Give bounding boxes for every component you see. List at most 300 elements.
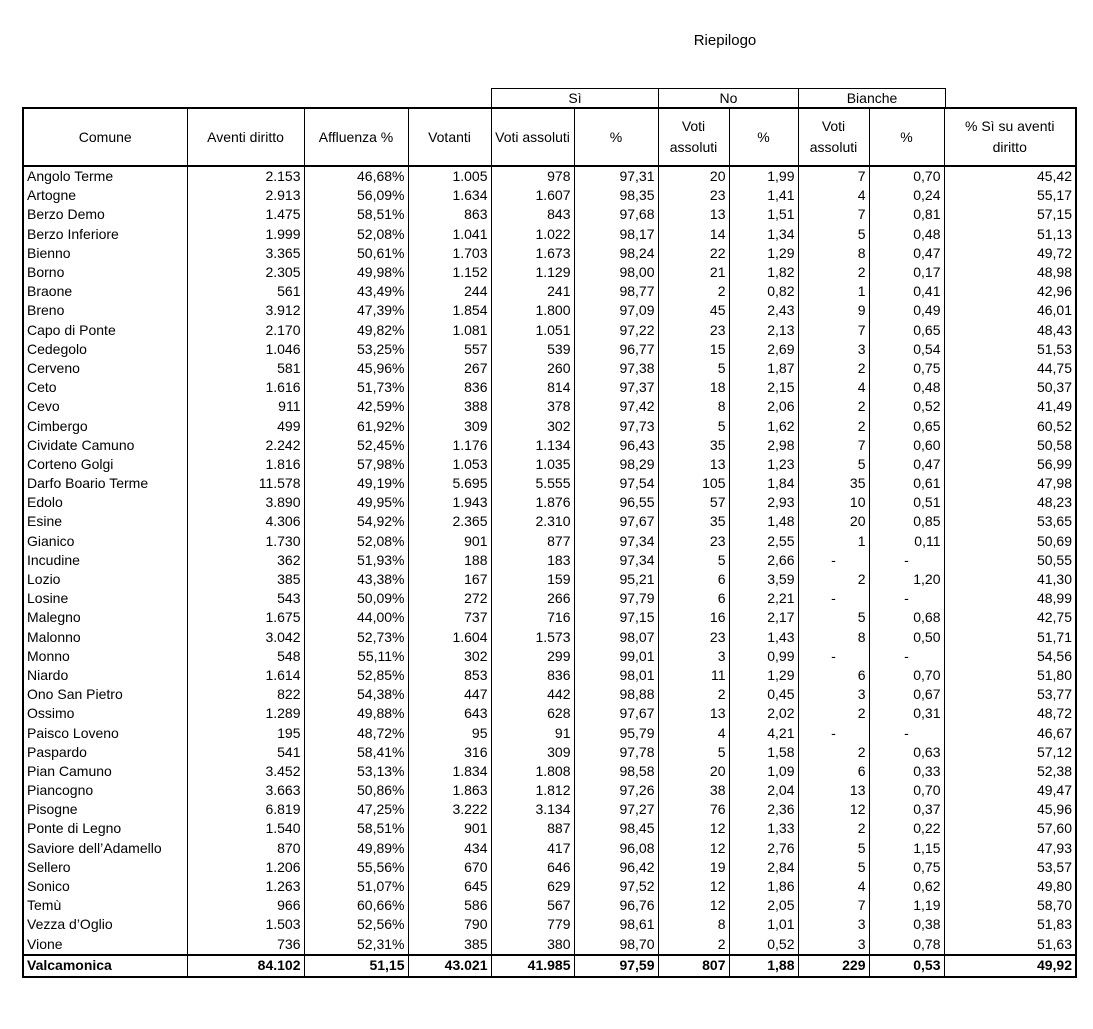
table-cell: 20 [658, 166, 729, 186]
comune-cell: Berzo Inferiore [23, 225, 187, 244]
table-cell: 5 [658, 416, 729, 435]
results-table [22, 107, 1077, 978]
table-cell: 643 [408, 704, 491, 723]
table-cell: 48,72% [304, 723, 408, 742]
table-cell: 2,69 [729, 340, 798, 359]
table-cell: 1.503 [187, 915, 304, 934]
table-cell: 105 [658, 474, 729, 493]
table-cell: 3.134 [491, 800, 574, 819]
table-cell: 1,29 [729, 666, 798, 685]
table-cell: - [798, 589, 869, 608]
table-cell: 51,93% [304, 551, 408, 570]
table-cell: 97,68 [574, 205, 658, 224]
table-cell: 159 [491, 570, 574, 589]
table-cell: 0,52 [869, 397, 944, 416]
table-cell: 836 [491, 666, 574, 685]
table-cell: 0,62 [869, 877, 944, 896]
table-cell: 98,77 [574, 282, 658, 301]
table-cell: 1.573 [491, 628, 574, 647]
table-cell: 95,79 [574, 723, 658, 742]
table-cell: 97,73 [574, 416, 658, 435]
table-cell: 1,15 [869, 839, 944, 858]
table-cell: 23 [658, 186, 729, 205]
table-cell: 1.041 [408, 225, 491, 244]
table-cell: 0,41 [869, 282, 944, 301]
column-header: Affluenza % [304, 108, 408, 166]
table-cell: 5 [798, 858, 869, 877]
table-cell: 96,76 [574, 896, 658, 915]
table-cell: 98,07 [574, 628, 658, 647]
table-cell: 195 [187, 723, 304, 742]
table-cell: 3.042 [187, 628, 304, 647]
table-cell: 43,49% [304, 282, 408, 301]
comune-cell: Borno [23, 263, 187, 282]
table-cell: 6 [798, 666, 869, 685]
table-cell: 8 [798, 244, 869, 263]
table-cell: 11.578 [187, 474, 304, 493]
table-cell: 1.081 [408, 321, 491, 340]
table-cell: 8 [658, 397, 729, 416]
table-cell: 1,84 [729, 474, 798, 493]
comune-cell: Bienno [23, 244, 187, 263]
comune-cell: Malegno [23, 608, 187, 627]
table-cell: 1.876 [491, 493, 574, 512]
table-cell: 58,51% [304, 819, 408, 838]
comune-cell: Sellero [23, 858, 187, 877]
table-cell: 4 [798, 378, 869, 397]
table-row [23, 915, 1076, 934]
table-cell: 52,45% [304, 436, 408, 455]
table-cell: 8 [658, 915, 729, 934]
table-cell: 2 [798, 359, 869, 378]
table-row [23, 340, 1076, 359]
table-cell: 3.890 [187, 493, 304, 512]
table-cell: 3,59 [729, 570, 798, 589]
table-cell: 1.673 [491, 244, 574, 263]
table-row [23, 570, 1076, 589]
table-cell: 1.134 [491, 436, 574, 455]
table-cell: 98,88 [574, 685, 658, 704]
table-cell: 3.452 [187, 762, 304, 781]
table-cell: 51,83 [944, 915, 1076, 934]
table-row [23, 896, 1076, 915]
comune-cell: Saviore dell’Adamello [23, 839, 187, 858]
table-cell: 0,99 [729, 647, 798, 666]
table-cell: 2,55 [729, 532, 798, 551]
table-cell: 1 [798, 532, 869, 551]
table-cell: 46,68% [304, 166, 408, 186]
table-cell: 0,85 [869, 512, 944, 531]
total-cell: 0,53 [869, 955, 944, 977]
table-cell: 1.129 [491, 263, 574, 282]
comune-cell: Corteno Golgi [23, 455, 187, 474]
table-cell: 1.475 [187, 205, 304, 224]
comune-cell: Artogne [23, 186, 187, 205]
table-cell: 52,08% [304, 225, 408, 244]
table-cell: 50,09% [304, 589, 408, 608]
table-cell: 7 [798, 166, 869, 186]
table-cell: 49,89% [304, 839, 408, 858]
table-cell: 1,29 [729, 244, 798, 263]
table-cell: 1.053 [408, 455, 491, 474]
table-cell: 49,72 [944, 244, 1076, 263]
table-cell: 1.035 [491, 455, 574, 474]
table-cell: 1.816 [187, 455, 304, 474]
table-cell: 1.005 [408, 166, 491, 186]
table-cell: 2 [798, 263, 869, 282]
table-cell: 1,41 [729, 186, 798, 205]
table-row [23, 416, 1076, 435]
total-cell: 97,59 [574, 955, 658, 977]
table-cell: 49,88% [304, 704, 408, 723]
table-cell: 12 [658, 896, 729, 915]
table-cell: 9 [798, 301, 869, 320]
table-cell: 1.800 [491, 301, 574, 320]
comune-cell: Ossimo [23, 704, 187, 723]
table-cell: 543 [187, 589, 304, 608]
total-cell: 229 [798, 955, 869, 977]
table-cell: 2,02 [729, 704, 798, 723]
table-cell: 48,99 [944, 589, 1076, 608]
table-cell: 96,43 [574, 436, 658, 455]
table-cell: 628 [491, 704, 574, 723]
table-cell: 2,04 [729, 781, 798, 800]
table-cell: 48,72 [944, 704, 1076, 723]
table-cell: 96,55 [574, 493, 658, 512]
table-cell: 50,37 [944, 378, 1076, 397]
table-cell: 46,01 [944, 301, 1076, 320]
table-cell: 7 [798, 321, 869, 340]
table-cell: 57,15 [944, 205, 1076, 224]
table-row [23, 858, 1076, 877]
table-cell: 1,62 [729, 416, 798, 435]
table-cell: 1.022 [491, 225, 574, 244]
comune-cell: Cevo [23, 397, 187, 416]
table-cell: 56,99 [944, 455, 1076, 474]
table-cell: 97,78 [574, 743, 658, 762]
table-cell: 54,38% [304, 685, 408, 704]
table-cell: 0,48 [869, 378, 944, 397]
table-cell: 97,34 [574, 532, 658, 551]
comune-cell: Cerveno [23, 359, 187, 378]
table-cell: 47,93 [944, 839, 1076, 858]
comune-cell: Braone [23, 282, 187, 301]
table-header-row [23, 108, 1076, 166]
table-cell: 1.863 [408, 781, 491, 800]
table-cell: 2,98 [729, 436, 798, 455]
table-cell: 12 [658, 877, 729, 896]
table-cell: 42,75 [944, 608, 1076, 627]
table-cell: 1.289 [187, 704, 304, 723]
table-cell: 0,24 [869, 186, 944, 205]
table-cell: 1.051 [491, 321, 574, 340]
comune-cell: Cividate Camuno [23, 436, 187, 455]
table-cell: 5 [658, 551, 729, 570]
table-cell: 0,68 [869, 608, 944, 627]
table-cell: 3 [798, 915, 869, 934]
table-cell: 548 [187, 647, 304, 666]
table-cell: 3.912 [187, 301, 304, 320]
table-cell: 35 [798, 474, 869, 493]
column-header: Comune [23, 108, 187, 166]
table-cell: 870 [187, 839, 304, 858]
comune-cell: Pisogne [23, 800, 187, 819]
table-cell: 5 [798, 839, 869, 858]
table-cell: 54,92% [304, 512, 408, 531]
table-cell: 0,65 [869, 321, 944, 340]
table-cell: 1,48 [729, 512, 798, 531]
table-cell: 51,71 [944, 628, 1076, 647]
table-cell: 0,45 [729, 685, 798, 704]
table-cell: 2 [798, 397, 869, 416]
column-header: % [574, 108, 658, 166]
table-cell: 2 [798, 743, 869, 762]
table-cell: 2,05 [729, 896, 798, 915]
table-cell: 167 [408, 570, 491, 589]
table-body [23, 166, 1076, 955]
table-cell: 541 [187, 743, 304, 762]
comune-cell: Monno [23, 647, 187, 666]
table-row [23, 436, 1076, 455]
table-cell: 51,80 [944, 666, 1076, 685]
table-cell: 244 [408, 282, 491, 301]
table-cell: 814 [491, 378, 574, 397]
table-cell: 1.616 [187, 378, 304, 397]
table-row [23, 455, 1076, 474]
table-row [23, 781, 1076, 800]
table-cell: 646 [491, 858, 574, 877]
table-cell: 447 [408, 685, 491, 704]
table-cell: 97,15 [574, 608, 658, 627]
table-cell: 0,65 [869, 416, 944, 435]
table-cell: 20 [658, 762, 729, 781]
table-cell: 3 [798, 340, 869, 359]
table-cell: 267 [408, 359, 491, 378]
comune-cell: Sonico [23, 877, 187, 896]
table-cell: - [869, 723, 944, 742]
table-cell: 1.540 [187, 819, 304, 838]
table-cell: 51,73% [304, 378, 408, 397]
table-cell: 853 [408, 666, 491, 685]
comune-cell: Cedegolo [23, 340, 187, 359]
table-cell: 557 [408, 340, 491, 359]
table-cell: 0,33 [869, 762, 944, 781]
table-cell: 1,09 [729, 762, 798, 781]
table-cell: 58,51% [304, 205, 408, 224]
table-cell: 50,55 [944, 551, 1076, 570]
group-no: No [659, 89, 799, 108]
table-cell: 2.170 [187, 321, 304, 340]
comune-cell: Pian Camuno [23, 762, 187, 781]
table-cell: 98,58 [574, 762, 658, 781]
table-cell: 3.222 [408, 800, 491, 819]
column-header: Votanti [408, 108, 491, 166]
table-cell: 4 [798, 186, 869, 205]
table-cell: 0,52 [729, 935, 798, 955]
table-row [23, 819, 1076, 838]
table-cell: 0,60 [869, 436, 944, 455]
table-cell: 1.607 [491, 186, 574, 205]
table-cell: 58,41% [304, 743, 408, 762]
table-cell: 23 [658, 628, 729, 647]
table-cell: 21 [658, 263, 729, 282]
table-cell: 901 [408, 819, 491, 838]
table-cell: 1,82 [729, 263, 798, 282]
table-row [23, 839, 1076, 858]
table-cell: 55,56% [304, 858, 408, 877]
table-cell: 5 [798, 608, 869, 627]
comune-cell: Vione [23, 935, 187, 955]
table-cell: 4.306 [187, 512, 304, 531]
table-cell: 97,31 [574, 166, 658, 186]
table-cell: 2,15 [729, 378, 798, 397]
table-cell: 5 [798, 225, 869, 244]
column-header: % [729, 108, 798, 166]
table-cell: 790 [408, 915, 491, 934]
table-cell: 60,52 [944, 416, 1076, 435]
table-cell: 1.634 [408, 186, 491, 205]
table-row [23, 186, 1076, 205]
table-cell: 5.695 [408, 474, 491, 493]
table-cell: 6 [658, 570, 729, 589]
table-row [23, 608, 1076, 627]
table-cell: 51,07% [304, 877, 408, 896]
table-row [23, 685, 1076, 704]
column-header: Voti assoluti [798, 108, 869, 166]
table-cell: 0,75 [869, 858, 944, 877]
table-cell: 836 [408, 378, 491, 397]
table-cell: 0,50 [869, 628, 944, 647]
table-cell: 15 [658, 340, 729, 359]
table-cell: 2 [798, 704, 869, 723]
table-cell: 2 [798, 416, 869, 435]
table-cell: 6.819 [187, 800, 304, 819]
table-cell: 0,47 [869, 455, 944, 474]
table-cell: 98,29 [574, 455, 658, 474]
table-cell: 266 [491, 589, 574, 608]
table-cell: 19 [658, 858, 729, 877]
table-cell: 561 [187, 282, 304, 301]
total-cell: 84.102 [187, 955, 304, 977]
table-cell: 45,96% [304, 359, 408, 378]
table-cell: 1 [798, 282, 869, 301]
table-cell: 737 [408, 608, 491, 627]
table-cell: 97,22 [574, 321, 658, 340]
table-cell: 98,61 [574, 915, 658, 934]
table-cell: 843 [491, 205, 574, 224]
table-cell: 0,82 [729, 282, 798, 301]
table-row [23, 628, 1076, 647]
table-cell: 5 [798, 455, 869, 474]
table-row [23, 877, 1076, 896]
table-cell: 779 [491, 915, 574, 934]
table-cell: 7 [798, 205, 869, 224]
table-cell: 48,43 [944, 321, 1076, 340]
table-row [23, 743, 1076, 762]
table-cell: 5 [658, 743, 729, 762]
total-cell: 1,88 [729, 955, 798, 977]
table-cell: 97,26 [574, 781, 658, 800]
table-cell: 499 [187, 416, 304, 435]
table-cell: 0,51 [869, 493, 944, 512]
table-cell: 3.663 [187, 781, 304, 800]
table-cell: 18 [658, 378, 729, 397]
comune-cell: Piancogno [23, 781, 187, 800]
table-cell: 47,39% [304, 301, 408, 320]
table-cell: 966 [187, 896, 304, 915]
table-cell: 12 [798, 800, 869, 819]
table-cell: 2,93 [729, 493, 798, 512]
comune-cell: Paspardo [23, 743, 187, 762]
table-cell: 97,27 [574, 800, 658, 819]
table-cell: 2,06 [729, 397, 798, 416]
table-row [23, 225, 1076, 244]
table-cell: 2.913 [187, 186, 304, 205]
table-cell: 2,43 [729, 301, 798, 320]
table-cell: 97,38 [574, 359, 658, 378]
table-row [23, 493, 1076, 512]
table-cell: 13 [658, 205, 729, 224]
column-header: % [869, 108, 944, 166]
comune-cell: Capo di Ponte [23, 321, 187, 340]
table-cell: 1,01 [729, 915, 798, 934]
table-cell: 1,87 [729, 359, 798, 378]
table-cell: 978 [491, 166, 574, 186]
column-group-header [491, 88, 946, 108]
table-cell: 188 [408, 551, 491, 570]
table-cell: 45,42 [944, 166, 1076, 186]
table-cell: 51,63 [944, 935, 1076, 955]
comune-cell: Cimbergo [23, 416, 187, 435]
table-row [23, 647, 1076, 666]
table-cell: 52,31% [304, 935, 408, 955]
table-cell: 76 [658, 800, 729, 819]
table-cell: 0,48 [869, 225, 944, 244]
comune-cell: Niardo [23, 666, 187, 685]
comune-cell: Angolo Terme [23, 166, 187, 186]
table-row [23, 378, 1076, 397]
table-cell: 0,63 [869, 743, 944, 762]
table-cell: 2,36 [729, 800, 798, 819]
table-cell: 1.812 [491, 781, 574, 800]
table-cell: 1,33 [729, 819, 798, 838]
table-row [23, 263, 1076, 282]
table-cell: 12 [658, 839, 729, 858]
table-cell: 38 [658, 781, 729, 800]
table-cell: 0,17 [869, 263, 944, 282]
table-cell: 57,12 [944, 743, 1076, 762]
table-cell: 98,00 [574, 263, 658, 282]
comune-cell: Darfo Boario Terme [23, 474, 187, 493]
table-cell: 11 [658, 666, 729, 685]
table-cell: 0,61 [869, 474, 944, 493]
table-cell: 2,84 [729, 858, 798, 877]
table-cell: 2 [658, 935, 729, 955]
table-cell: - [869, 589, 944, 608]
table-cell: 316 [408, 743, 491, 762]
table-cell: 586 [408, 896, 491, 915]
table-cell: 56,09% [304, 186, 408, 205]
total-cell: 807 [658, 955, 729, 977]
table-cell: 54,56 [944, 647, 1076, 666]
table-cell: 0,70 [869, 166, 944, 186]
table-cell: 50,86% [304, 781, 408, 800]
table-cell: 1,19 [869, 896, 944, 915]
table-cell: 877 [491, 532, 574, 551]
table-cell: 1,43 [729, 628, 798, 647]
table-cell: 385 [187, 570, 304, 589]
table-row [23, 282, 1076, 301]
